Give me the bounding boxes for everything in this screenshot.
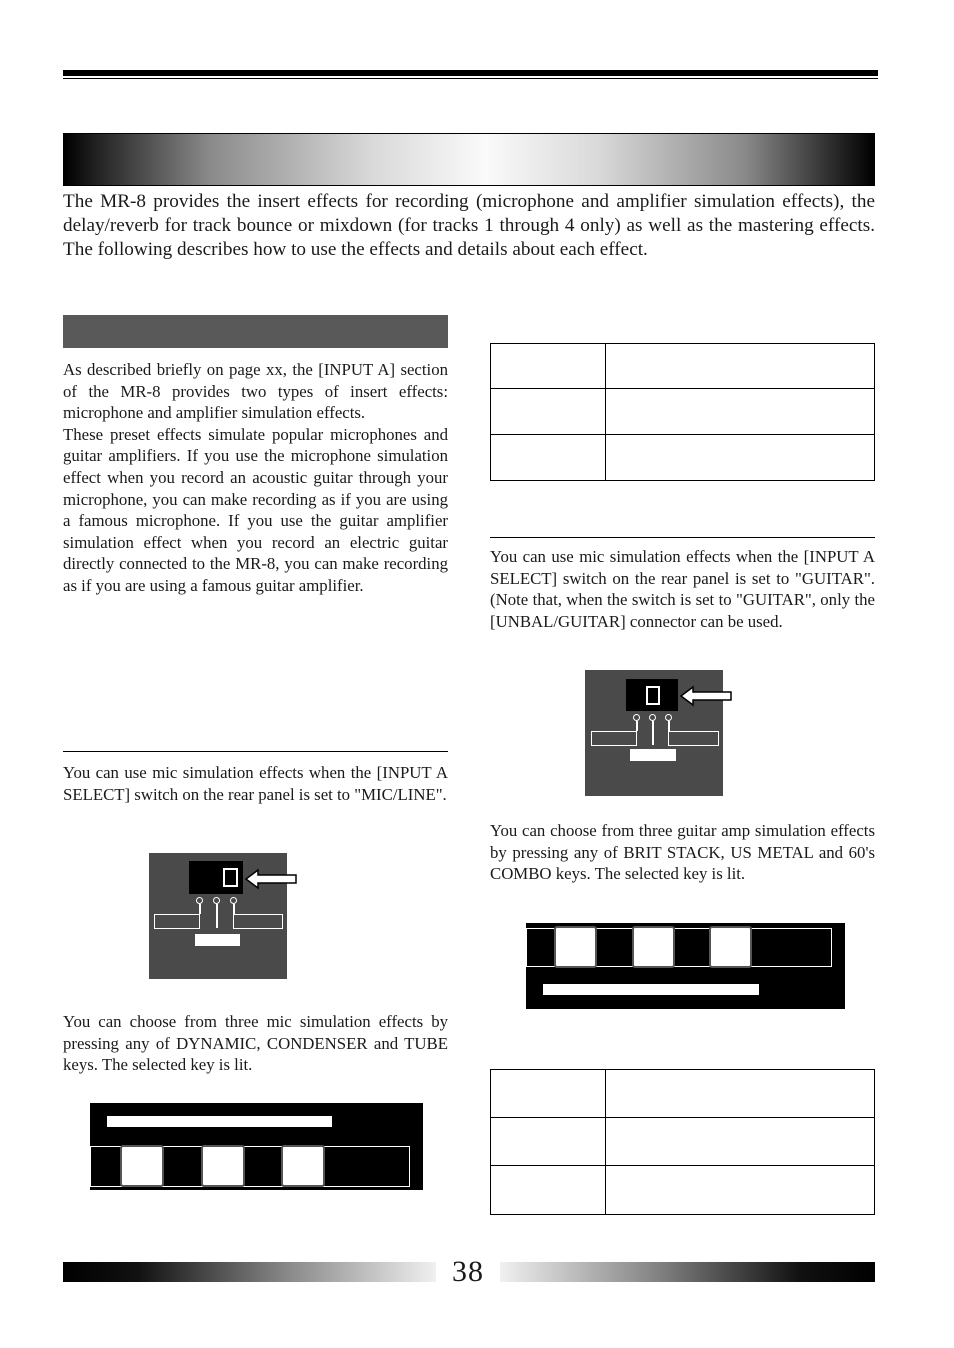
mic-select-text: You can use mic simulation effects when the [INPUT A SELECT] switch on the rear panel is set to "MIC/LINE".: [63, 763, 448, 804]
guitar-keys-label-bar: [543, 984, 759, 995]
subsection-title-bar: [63, 315, 448, 348]
mic-keys-illustration: [90, 1103, 423, 1190]
guitar-select-text: You can use mic simulation effects when the [INPUT A SELECT] switch on the rear panel is set to "GUITAR". (Note that, when the switch is set to "GUITAR", only the [UNBAL/GUITAR] connector can be used.: [490, 547, 875, 631]
guitar-dot-3: [665, 714, 672, 721]
guitar-label-center: [630, 749, 676, 761]
guitar-sim-divider: [490, 537, 875, 538]
guitar-input-panel-illustration: [585, 670, 723, 796]
mic-dot-1: [196, 897, 203, 904]
mic-keys-text: You can choose from three mic simulation effects by pressing any of DYNAMIC, CONDENSER and TUBE keys. The selected key is lit.: [63, 1012, 448, 1075]
mic-dot-3: [230, 897, 237, 904]
left-intro-text: [63, 359, 448, 597]
footer-bar-right: [500, 1262, 875, 1282]
guitar-dot-1: [633, 714, 640, 721]
dynamic-key[interactable]: [120, 1145, 164, 1187]
section-title-bar: [63, 133, 875, 186]
guitar-led-display: [626, 679, 678, 711]
mic-dot-2: [213, 897, 220, 904]
mic-led-display: [189, 861, 243, 894]
page-number: 38: [452, 1255, 484, 1288]
guitar-label-right: [668, 731, 719, 746]
brit-stack-key[interactable]: [554, 926, 597, 968]
condenser-key[interactable]: [201, 1145, 245, 1187]
mic-label-right: [233, 914, 283, 929]
mic-keys-label-bar: [107, 1116, 332, 1127]
intro-paragraph: The MR-8 provides the insert effects for recording (microphone and amplifier simulation effects), the delay/reverb for track bounce or mixdown (for tracks 1 through 4 only) as well as the mastering effects. The following describes how to use the effects and details about each effect.: [63, 191, 875, 260]
mic-label-center: [195, 934, 240, 946]
mic-sim-divider: [63, 751, 448, 752]
us-metal-key[interactable]: [632, 926, 675, 968]
header-rule-thick: [63, 70, 878, 76]
guitar-dot-2: [649, 714, 656, 721]
left-paragraph-1: As described briefly on page xx, the [INPUT A] section of the MR-8 provides two types of insert effects: microphone and amplifier simulation effects.: [63, 360, 448, 423]
header-rule-thin: [63, 78, 878, 79]
arrow-left-icon: [244, 867, 299, 891]
mic-label-left: [154, 914, 200, 929]
mic-input-panel-illustration: [149, 853, 287, 979]
guitar-led-indicator: [646, 686, 660, 705]
arrow-left-icon: [679, 684, 734, 708]
guitar-keys-illustration: [526, 923, 845, 1009]
effects-table-bottom: [490, 1069, 875, 1215]
mic-led-indicator: [223, 868, 238, 887]
guitar-keys-text: You can choose from three guitar amp simulation effects by pressing any of BRIT STACK, US METAL and 60's COMBO keys. The selected key is lit.: [490, 821, 875, 884]
effects-table-top: [490, 343, 875, 481]
left-paragraph-2: These preset effects simulate popular microphones and guitar amplifiers. If you use the microphone simulation effect when you record an acoustic guitar through your microphone, you can make recording as if you are using a famous microphone. If you use the guitar amplifier simulation effect when you record an electric guitar directly connected to the MR-8, you can make recording as if you are using a famous guitar amplifier.: [63, 424, 448, 595]
footer-bar-left: [63, 1262, 436, 1282]
60s-combo-key[interactable]: [709, 926, 752, 968]
guitar-label-left: [591, 731, 637, 746]
tube-key[interactable]: [281, 1145, 325, 1187]
